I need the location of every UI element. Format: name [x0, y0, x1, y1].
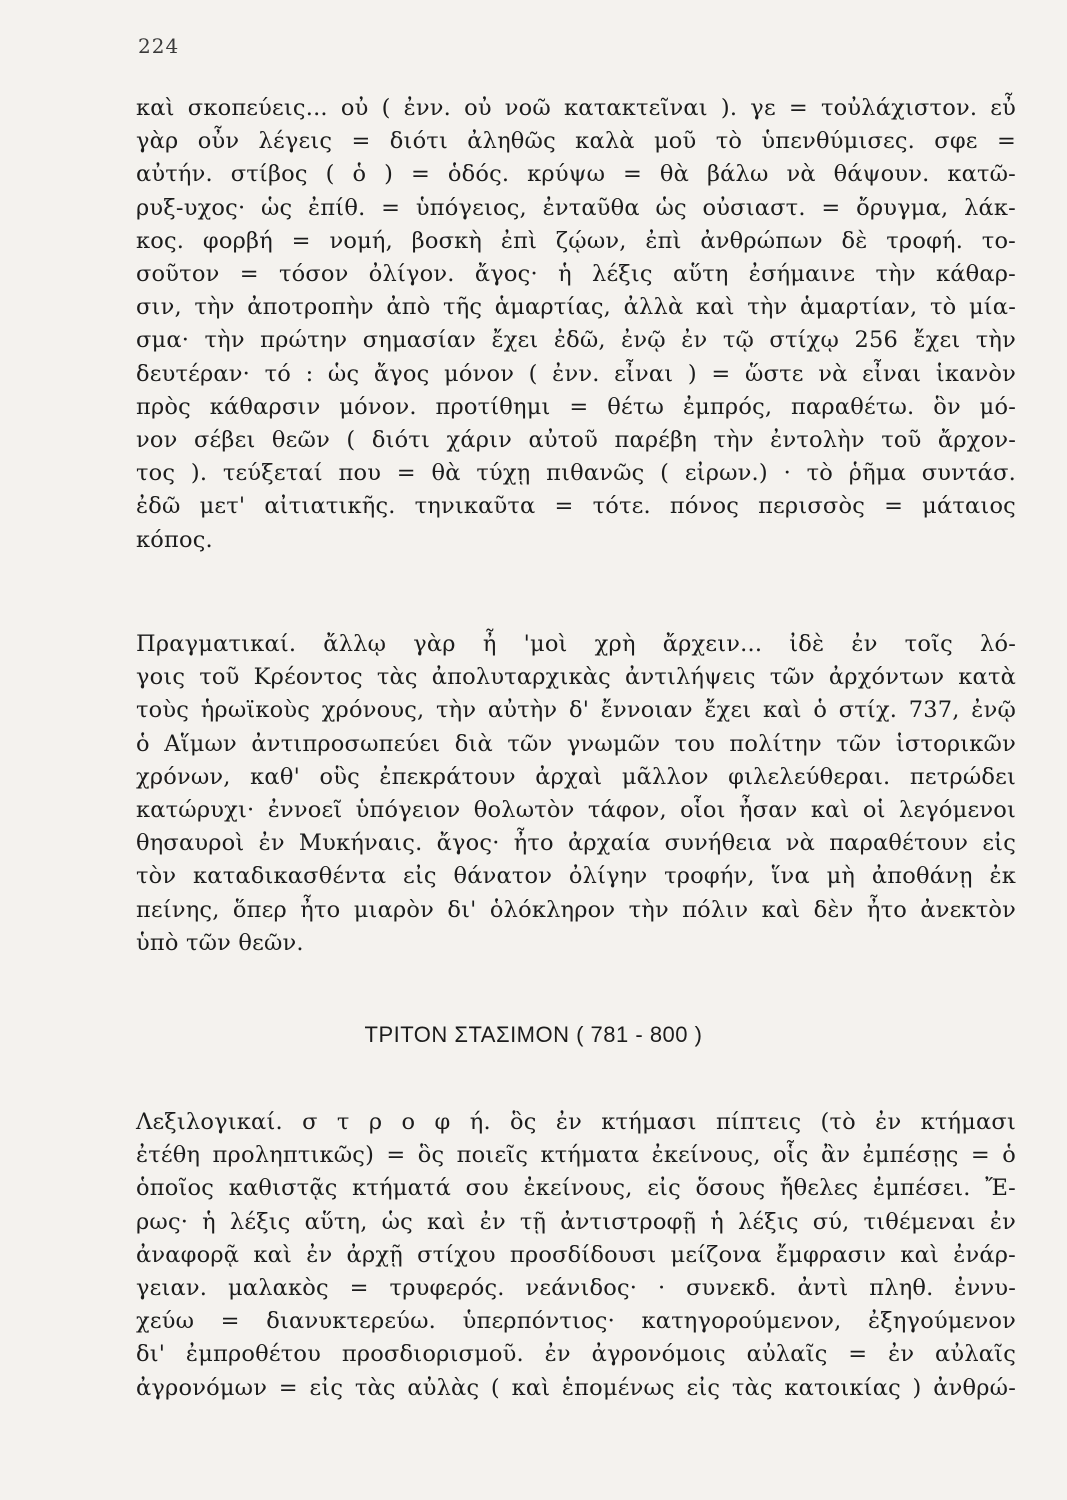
- text-line: Πραγματικαί. ἄλλῳ γὰρ ἦ 'μοὶ χρὴ ἄρχειν... ἰδὲ ἐν τοῖς λό-: [136, 631, 1016, 657]
- text-line: πείνης, ὅπερ ἦτο μιαρὸν δι' ὁλόκληρον τὴν πόλιν καὶ δὲν ἦτο ἀνεκτὸν: [136, 896, 1016, 923]
- text-line: ὁποῖος καθιστᾷς κτήματά σου ἐκείνους, εἰς ὅσους ἤθελες ἐμπέσει. Ἔ-: [136, 1175, 1016, 1202]
- text-line: γὰρ οὖν λέγεις = διότι ἀληθῶς καλὰ μοῦ τὸ ὑπενθύμισες. σφε =: [136, 128, 1016, 155]
- text-line: τὸν καταδικασθέντα εἰς θάνατον ὀλίγην τροφήν, ἵνα μὴ ἀποθάνῃ ἐκ: [136, 863, 1016, 890]
- text-line: δι' ἐμπροθέτου προσδιορισμοῦ. ἐν ἀγρονόμοις αὐλαῖς = ἐν αὐλαῖς: [136, 1341, 1016, 1368]
- text-line: πρὸς κάθαρσιν μόνον. προτίθημι = θέτω ἐμπρός, παραθέτω. ὃν μό-: [136, 393, 1016, 420]
- text-line: τοὺς ἡρωϊκοὺς χρόνους, τὴν αὐτὴν δ' ἔννοιαν ἔχει καὶ ὁ στίχ. 737, ἐνῷ: [136, 697, 1016, 724]
- text-line: κατώρυχι· ἐννοεῖ ὑπόγειον θολωτὸν τάφον, οἷοι ἦσαν καὶ οἱ λεγόμενοι: [136, 797, 1016, 824]
- text-line: σοῦτον = τόσον ὀλίγον. ἄγος· ἡ λέξις αὕτη ἐσήμαινε τὴν κάθαρ-: [136, 261, 1016, 288]
- text-line: χρόνων, καθ' οὓς ἐπεκράτουν ἀρχαὶ μᾶλλον φιλελεύθεραι. πετρώδει: [136, 763, 1016, 790]
- text-line: ἐδῶ μετ' αἰτιατικῆς. τηνικαῦτα = τότε. πόνος περισσὸς = μάταιος: [136, 493, 1016, 520]
- text-line: τος ). τεύξεταί που = θὰ τύχῃ πιθανῶς ( εἰρων.) · τὸ ῥῆμα συντάσ.: [136, 460, 1016, 487]
- vocabulary-paragraph: [136, 92, 1016, 557]
- text-line: κόπος.: [136, 526, 213, 553]
- text-line: αὐτήν. στίβος ( ὁ ) = ὁδός. κρύψω = θὰ βάλω νὰ θάψουν. κατῶ-: [136, 161, 1016, 188]
- text-line: ἀγρονόμων = εἰς τὰς αὐλὰς ( καὶ ἑπομένως εἰς τὰς κατοικίας ) ἀνθρώ-: [136, 1374, 1016, 1401]
- text-line: ρυξ-υχος· ὡς ἐπίθ. = ὑπόγειος, ἐνταῦθα ὡς οὐσιαστ. = ὄρυγμα, λάκ-: [136, 194, 1016, 221]
- text-line: χεύω = διανυκτερεύω. ὑπερπόντιος· κατηγορούμενον, ἐξηγούμενον: [136, 1308, 1016, 1335]
- realia-paragraph: [136, 628, 1016, 960]
- text-line: ὁ Αἵμων ἀντιπροσωπεύει διὰ τῶν γνωμῶν του πολίτην τῶν ἱστορικῶν: [136, 730, 1016, 757]
- text-line: ρως· ἡ λέξις αὕτη, ὡς καὶ ἐν τῇ ἀντιστροφῇ ἡ λέξις σύ, τιθέμεναι ἐν: [136, 1208, 1016, 1235]
- text-line: ὑπὸ τῶν θεῶν.: [136, 929, 304, 956]
- text-line: σμα· τὴν πρώτην σημασίαν ἔχει ἐδῶ, ἐνῷ ἐν τῷ στίχῳ 256 ἔχει τὴν: [136, 327, 1016, 354]
- text-line: σιν, τὴν ἀποτροπὴν ἀπὸ τῆς ἁμαρτίας, ἀλλὰ καὶ τὴν ἁμαρτίαν, τὸ μία-: [136, 294, 1016, 321]
- stasimon-vocabulary-paragraph: [136, 1106, 1016, 1405]
- page-number: 224: [138, 34, 180, 58]
- section-title: ΤΡΙΤΟΝ ΣΤΑΣΙΜΟΝ ( 781 - 800 ): [364, 1022, 703, 1047]
- text-line: κος. φορβή = νομή, βοσκὴ ἐπὶ ζῴων, ἐπὶ ἀνθρώπων δὲ τροφή. το-: [136, 227, 1016, 254]
- text-line: Λεξιλογικαί. σ τ ρ ο φ ή. ὃς ἐν κτήμασι πίπτεις (τὸ ἐν κτήμασι: [136, 1109, 1016, 1135]
- text-line: θησαυροὶ ἐν Μυκήναις. ἄγος· ἦτο ἀρχαία συνήθεια νὰ παραθέτουν εἰς: [136, 830, 1016, 857]
- text-line: γοις τοῦ Κρέοντος τὰς ἀπολυταρχικὰς ἀντιλήψεις τῶν ἀρχόντων κατὰ: [136, 664, 1016, 691]
- text-line: γειαν. μαλακὸς = τρυφερός. νεάνιδος· · συνεκδ. ἀντὶ πληθ. ἐννυ-: [136, 1275, 1016, 1302]
- text-line: νον σέβει θεῶν ( διότι χάριν αὐτοῦ παρέβη τὴν ἐντολὴν τοῦ ἄρχον-: [136, 427, 1016, 454]
- text-line: δευτέραν· τό : ὡς ἄγος μόνον ( ἐνν. εἶναι ) = ὥστε νὰ εἶναι ἱκανὸν: [136, 360, 1016, 387]
- text-line: ἀναφορᾷ καὶ ἐν ἀρχῇ στίχου προσδίδουσι μείζονα ἔμφρασιν καὶ ἐνάρ-: [136, 1241, 1016, 1268]
- text-line: ἐτέθη προληπτικῶς) = ὃς ποιεῖς κτήματα ἐκείνους, οἷς ἂν ἐμπέσῃς = ὁ: [136, 1142, 1016, 1169]
- text-line: καὶ σκοπεύεις... οὐ ( ἐνν. οὐ νοῶ κατακτεῖναι ). γε = τοὐλάχιστον. εὖ: [136, 95, 1016, 121]
